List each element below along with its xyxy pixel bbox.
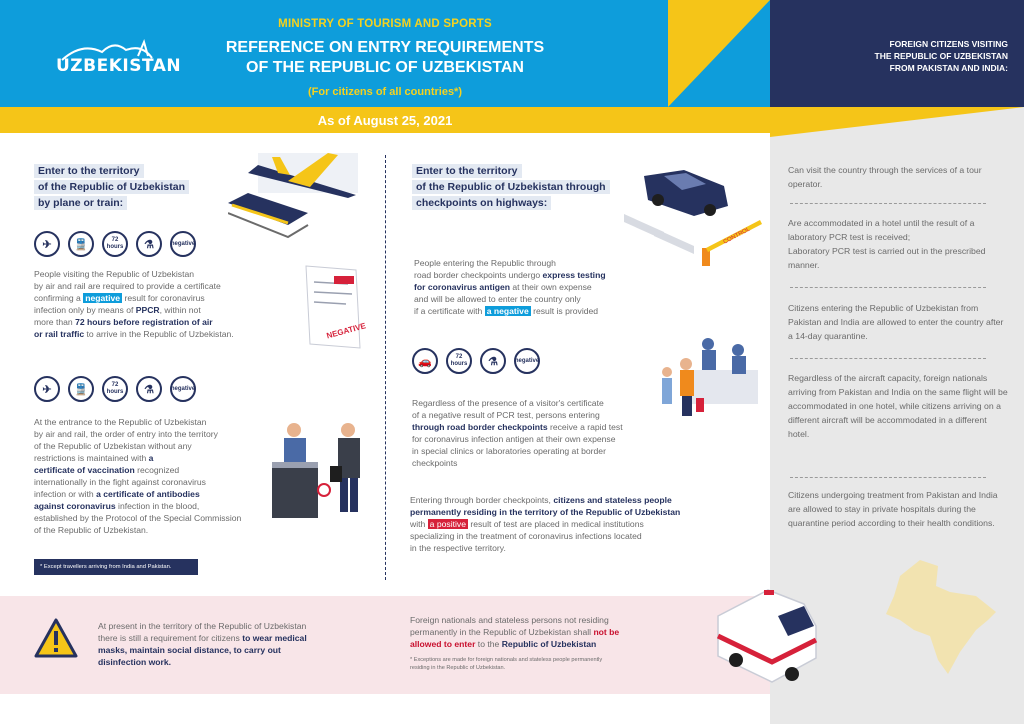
- middle-paragraph-1: People entering the Republic through road border checkpoints undergo express testing for coronavirus antigen at their own expense and will be allowed to enter the country only if a certificate with a negative result is provided: [414, 258, 606, 316]
- negative-icon: negative: [170, 376, 196, 402]
- test-certificate-illustration: [296, 262, 368, 352]
- negative-highlight: negative: [85, 293, 121, 303]
- title-line-1: REFERENCE ON ENTRY REQUIREMENTS: [225, 39, 545, 56]
- right-separator: [790, 287, 986, 288]
- middle-icons-row: [412, 348, 540, 374]
- right-header-line-1: FOREIGN CITIZENS VISITING: [889, 39, 1008, 49]
- train-icon: 🚆: [68, 231, 94, 257]
- right-yellow-triangle: [770, 107, 1024, 137]
- column-divider: [385, 155, 386, 580]
- left-paragraph-1: People visiting the Republic of Uzbekistan by air and rail are required to provide a certificate confirming a negative result for coronavirus infection only by means of PPCR, within not more than 72 hours before registration of air or rail traffic to arrive in the Republic of Uzbekistan.: [34, 269, 234, 339]
- right-item-2: Are accommodated in a hotel until the result of a laboratory PCR test is received; Laboratory PCR test is carried out in the prescribed manner.: [788, 218, 986, 270]
- a-negative-highlight: a negative: [486, 306, 529, 316]
- red-suitcase-icon: [696, 398, 704, 412]
- ambulance-illustration: [708, 586, 828, 690]
- left-icons-row-2: [34, 376, 196, 402]
- date-text: As of August 25, 2021: [317, 112, 453, 128]
- car-checkpoint-illustration: [624, 156, 764, 268]
- warning-icon: [34, 618, 78, 658]
- test-tube-icon: ⚗: [136, 231, 162, 257]
- date-bar: [0, 107, 770, 133]
- plane-icon: ✈: [34, 231, 60, 257]
- bottom-footnote: * Exceptions are made for foreign nationals and stateless people permanently residing in the Republic of Uzbekistan.: [410, 657, 603, 671]
- car-icon: 🚗: [412, 348, 438, 374]
- middle-paragraph-2: Regardless of the presence of a visitor's certificate of a negative result of PCR test, persons entering through road border checkpoints receive a rapid test for coronavirus infection antigen at their own expense in special clinics or laboratories operating at border checkpoints: [412, 398, 623, 468]
- 72-hours-icon: 72 hours: [446, 348, 472, 374]
- logo-text: UZBEKISTAN: [56, 56, 182, 76]
- uzbekistan-logo: [52, 38, 182, 78]
- bottom-left-text: At present in the territory of the Republic of Uzbekistan there is still a requirement for citizens to wear medical masks, maintain social distance, to carry out disinfection work.: [98, 621, 307, 667]
- right-separator: [790, 203, 986, 204]
- right-header-line-2: THE REPUBLIC OF UZBEKISTAN: [874, 51, 1008, 61]
- control-booth-icon: [272, 462, 318, 518]
- right-item-4: Regardless of the aircraft capacity, foreign nationals arriving from Pakistan and India on the same flight will be accommodated in one hotel, while citizens arriving on a different aircraft will be accommodated in a different hotel.: [788, 373, 1008, 439]
- left-paragraph-2: At the entrance to the Republic of Uzbekistan by air and rail, the order of entry into the territory of the Republic of Uzbekistan without any restrictions is maintained with a certificate of vaccination recognized internationally in the fight against coronavirus infection or with a certificate of antibodies against coronavirus infection in the blood, established by the Protocol of the Special Commission of the Republic of Uzbekistan.: [34, 417, 242, 535]
- middle-heading-line-1: Enter to the territory: [412, 164, 522, 178]
- right-header-line-3: FROM PAKISTAN AND INDIA:: [889, 63, 1008, 73]
- plane-train-illustration: [228, 143, 368, 243]
- officer-head-icon: [287, 423, 301, 437]
- traveller-body-icon: [680, 370, 694, 396]
- header-yellow-triangle: [668, 0, 770, 107]
- medic-head-icon-2: [732, 344, 744, 356]
- negative-stamp: NEGATIVE: [325, 321, 367, 341]
- page-title: [180, 38, 590, 78]
- right-panel-header: [790, 38, 1014, 74]
- ministry-label: MINISTRY OF TOURISM AND SPORTS: [278, 18, 492, 30]
- no-entry-sign-icon: [318, 484, 330, 496]
- left-section-heading: [34, 163, 214, 210]
- pakistan-india-map-illustration: [880, 556, 1020, 680]
- left-heading-line-3: by plane or train:: [34, 196, 127, 210]
- medic-head-icon: [702, 338, 714, 350]
- title-line-2: OF THE REPUBLIC OF UZBEKISTAN: [246, 59, 524, 76]
- negative-icon: negative: [170, 231, 196, 257]
- 72-hours-icon: 72 hours: [102, 376, 128, 402]
- passport-control-illustration: [268, 418, 372, 522]
- bottom-middle-text: Foreign nationals and stateless persons not residing permanently in the Republic of Uzbekistan shall not be allowed to enter to the Republic of Uzbekistan: [410, 615, 620, 649]
- middle-paragraph-3: Entering through border checkpoints, citizens and stateless people permanently residing in the territory of the Republic of Uzbekistan with a positive result of test are placed in medical institutions specializing in the treatment of coronavirus infections located in the respective territory.: [410, 495, 681, 553]
- a-positive-highlight: a positive: [429, 519, 466, 529]
- suitcase-icon: [330, 466, 342, 482]
- covid-stamp-icon: [334, 276, 354, 284]
- left-footnote: * Except travellers arriving from India and Pakistan.: [34, 559, 198, 575]
- right-item-1: Can visit the country through the services of a tour operator.: [788, 165, 982, 189]
- middle-section-heading: [412, 163, 642, 210]
- map-shape-icon: [886, 560, 996, 674]
- right-item-5: Citizens undergoing treatment from Pakistan and India are allowed to stay in private hospitals during the quarantine period according to their health conditions.: [788, 490, 998, 528]
- test-tube-icon: ⚗: [480, 348, 506, 374]
- left-heading-line-1: Enter to the territory: [34, 164, 144, 178]
- control-sign: CONTROL: [722, 226, 752, 246]
- right-item-3: Citizens entering the Republic of Uzbekistan from Pakistan and India are allowed to enter the country after a 14-day quarantine.: [788, 303, 1004, 341]
- 72-hours-icon: 72 hours: [102, 231, 128, 257]
- siren-icon: [764, 590, 774, 595]
- negative-icon: negative: [514, 348, 540, 374]
- page-subtitle: (For citizens of all countries*): [307, 86, 463, 98]
- traveller-head-icon: [341, 423, 355, 437]
- ambulance-body-icon: [718, 590, 816, 682]
- middle-heading-line-2: of the Republic of Uzbekistan through: [412, 180, 610, 194]
- left-heading-line-2: of the Republic of Uzbekistan: [34, 180, 189, 194]
- train-icon: 🚆: [68, 376, 94, 402]
- right-separator: [790, 477, 986, 478]
- plane-icon: ✈: [34, 376, 60, 402]
- left-icons-row-1: [34, 231, 196, 257]
- right-separator: [790, 358, 986, 359]
- traveller-head-icon: [680, 358, 692, 370]
- test-tube-icon: ⚗: [136, 376, 162, 402]
- middle-heading-line-3: checkpoints on highways:: [412, 196, 551, 210]
